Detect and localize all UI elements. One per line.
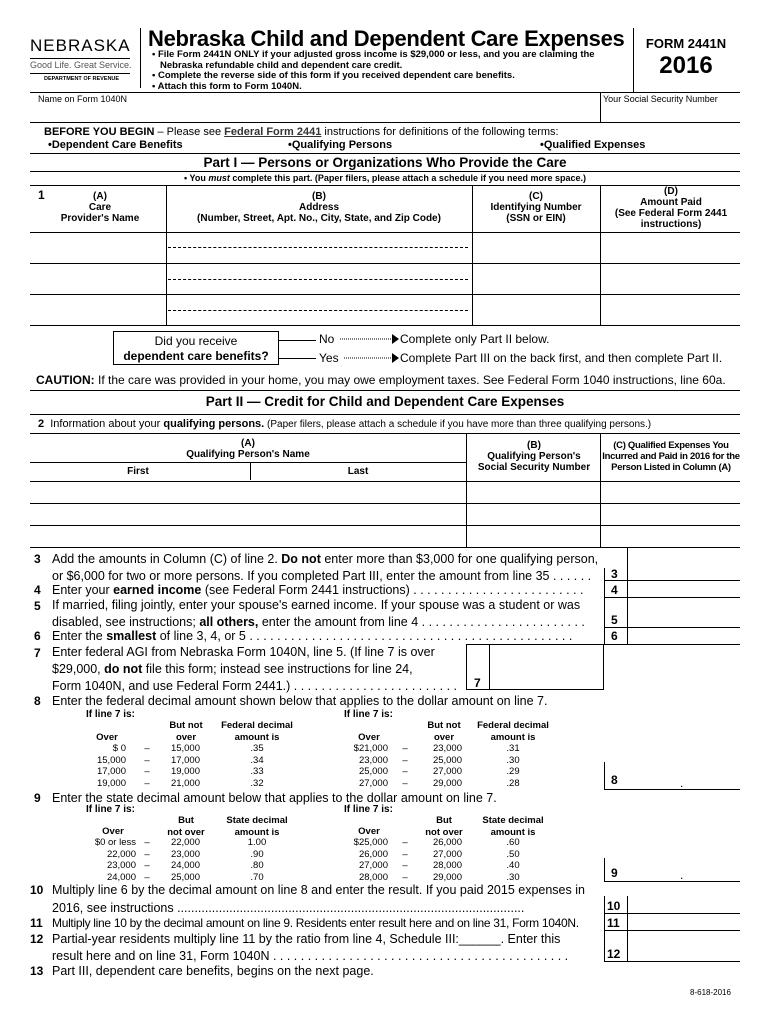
part2-last-header: Last [347, 466, 369, 477]
state-left-over-header: Over [102, 826, 124, 837]
fed-if-left: If line 7 is: [86, 709, 135, 720]
before-you-begin [44, 126, 559, 138]
line-10-box-label: 10 [607, 899, 621, 913]
part1-col-a-header: (A) Care Provider's Name [60, 191, 140, 224]
line-5-text: If married, filing jointly, enter your spouse's earned income. If your spouse was a student or was disabled, see instructions; all others, enter the amount from line 4 . . . . . . . . . . . . . . . . . . . . . . . . [52, 598, 585, 629]
before-lead: BEFORE YOU BEGIN [44, 126, 155, 138]
before-rest: instructions for definitions of the following terms: [321, 126, 559, 138]
part1-col-b-header: (B) Address (Number, Street, Apt. No., City, State, and Zip Code) [197, 191, 441, 224]
fed-right-over-col: $21,000 23,000 25,000 27,000 [353, 743, 388, 789]
logo-wordmark: NEBRASKA [30, 36, 131, 55]
line-8-text: Enter the federal decimal amount shown below that applies to the dollar amount on line 7. [52, 694, 548, 708]
benefits-question-line2: dependent care benefits? [123, 349, 269, 363]
state-right-over-header: Over [358, 826, 380, 837]
term-dependent-care: •Dependent Care Benefits [48, 139, 183, 151]
line-12-text: Partial-year residents multiply line 11 by the ratio from line 4, Schedule III:______. Enter this result here and on line 31, Form 1040N . . . . . . . . . . . . . . . . . . . . . . . . . . . . . . . . . . . . . . . . . . . [52, 932, 569, 963]
state-left-butnot-header: But not over [167, 815, 205, 838]
logo-tagline: Good Life. Great Service. [30, 60, 132, 70]
fed-left-dec-header: Federal decimal amount is [221, 720, 293, 743]
line-4-box-label: 4 [611, 583, 618, 597]
form-year: 2016 [659, 52, 713, 79]
line-8-number: 8 [34, 694, 41, 708]
state-right-butnot-col: 26,000 27,000 28,000 29,000 [432, 837, 462, 883]
fed-left-dash-col: – – – – [144, 743, 150, 789]
line-3-text: Add the amounts in Column (C) of line 2. Do not enter more than $3,000 for one qualifying person, or $6,000 for two or more persons. If you completed Part III, enter the amount from line 35 . . . . . . [52, 552, 599, 583]
line-6-text: Enter the smallest of line 3, 4, or 5 . . . . . . . . . . . . . . . . . . . . . . . . . . . . . . . . . . . . . . . . . . . . . . . [52, 629, 573, 643]
line-11-text: Multiply line 10 by the decimal amount on line 9. Residents enter result here and on line 31, Form 1040N. [52, 916, 579, 930]
form-title: Nebraska Child and Dependent Care Expenses [148, 26, 625, 51]
line-9-decimal-point: . [680, 868, 684, 882]
line-9-box-label: 9 [611, 866, 618, 880]
part2-col-a-header: (A) Qualifying Person's Name [186, 438, 310, 460]
line-7-number: 7 [34, 646, 41, 660]
line-9-number: 9 [34, 791, 41, 805]
part1-note: • You must complete this part. (Paper filers, please attach a schedule if you need more space.) [184, 173, 586, 183]
line-4-number: 4 [34, 583, 41, 597]
part2-title: Part II — Credit for Child and Dependent Care Expenses [205, 394, 565, 409]
term-qualifying-persons: •Qualifying Persons [288, 139, 393, 151]
part2-row-2[interactable] [30, 504, 740, 525]
fed-right-butnot-col: 23,000 25,000 27,000 29,000 [432, 743, 462, 789]
line-8-decimal-point: . [680, 776, 684, 790]
line-9-text: Enter the state decimal amount below that applies to the dollar amount on line 7. [52, 791, 497, 805]
line-1-number: 1 [38, 188, 45, 202]
line-4-text: Enter your earned income (see Federal Form 2441 instructions) . . . . . . . . . . . . . . . . . . . . . . . . . [52, 583, 584, 597]
state-right-dec-header: State decimal amount is [482, 815, 544, 838]
line-6-number: 6 [34, 629, 41, 643]
line-8-box-label: 8 [611, 773, 618, 787]
before-text: – Please see [154, 126, 225, 138]
line-7-box-label: 7 [474, 676, 481, 690]
line-4-amount[interactable] [628, 582, 740, 597]
state-left-butnot-col: 22,000 23,000 24,000 25,000 [170, 837, 200, 883]
ssn-label: Your Social Security Number [603, 94, 718, 104]
part2-col-b-header: (B) Qualifying Person's Social Security Number [477, 440, 591, 473]
state-left-dash-col: – – – – [144, 837, 150, 883]
form-code: 8-618-2016 [690, 988, 731, 997]
line-3-amount[interactable] [628, 567, 740, 580]
benefits-yes-result: Complete Part III on the back first, and then complete Part II. [400, 351, 723, 365]
bullet-agi: • File Form 2441N ONLY if your adjusted gross income is $29,000 or less, and you are claiming the [152, 49, 595, 60]
line-9-amount[interactable] [628, 859, 740, 881]
name-input[interactable] [36, 105, 596, 119]
part2-row-1[interactable] [30, 482, 740, 503]
bullet-agi-cont: Nebraska refundable child and dependent care credit. [160, 59, 403, 71]
part1-col-d-header: (D) Amount Paid (See Federal Form 2441 instructions) [614, 186, 728, 230]
part2-col-c-header: (C) Qualified Expenses You Incurred and Paid in 2016 for the Person Listed in Column (A) [602, 440, 740, 473]
part2-first-header: First [127, 466, 149, 477]
form-number: FORM 2441N [645, 36, 727, 51]
line-11-amount[interactable] [628, 914, 740, 930]
line-12-box-label: 12 [607, 947, 621, 961]
line-7-amount[interactable] [490, 645, 603, 689]
nebraska-logo [30, 36, 136, 96]
line-10-amount[interactable] [628, 897, 740, 913]
line-5-number: 5 [34, 599, 41, 613]
line-5-amount[interactable] [628, 598, 740, 627]
state-right-dash-col: – – – – [402, 837, 408, 883]
bullet-reverse: • Complete the reverse side of this form if you received dependent care benefits. [152, 70, 515, 81]
line-13-number: 13 [30, 964, 44, 978]
benefits-question-line1: Did you receive [154, 334, 238, 348]
benefits-no-result: Complete only Part II below. [400, 332, 550, 346]
line-6-amount[interactable] [628, 628, 740, 644]
line-3-box-label: 3 [611, 567, 618, 581]
fed-right-dash-col: – – – – [402, 743, 408, 789]
caution-text: CAUTION: If the care was provided in your home, you may owe employment taxes. See Federal Form 1040 instructions, line 60a. [36, 373, 726, 387]
line-5-box-label: 5 [611, 613, 618, 627]
benefits-no-option[interactable]: No [319, 332, 335, 346]
state-if-right: If line 7 is: [344, 804, 393, 815]
part1-row-3[interactable] [30, 295, 740, 325]
part1-col-c-header: (C) Identifying Number (SSN or EIN) [490, 191, 582, 224]
ssn-input[interactable] [603, 105, 739, 119]
line-6-box-label: 6 [611, 629, 618, 643]
line-12-amount[interactable] [628, 931, 740, 961]
line-8-amount[interactable] [628, 764, 740, 789]
part1-row-2[interactable] [30, 264, 740, 294]
term-qualified-expenses: •Qualified Expenses [540, 139, 646, 151]
line-11-number: 11 [30, 916, 43, 930]
state-right-butnot-header: But not over [425, 815, 463, 838]
state-left-dec-header: State decimal amount is [226, 815, 288, 838]
bullet-attach: • Attach this form to Form 1040N. [152, 80, 302, 92]
line-10-text: Multiply line 6 by the decimal amount on line 8 and enter the result. If you paid 2015 expenses in 2016, see instructions .................................................................................................... [52, 883, 585, 915]
line-13-text: Part III, dependent care benefits, begins on the next page. [52, 964, 374, 978]
line-10-number: 10 [30, 883, 44, 897]
fed-right-over-header: Over [358, 732, 380, 743]
federal-2441-link[interactable]: Federal Form 2441 [224, 126, 322, 138]
line-7-text: Enter federal AGI from Nebraska Form 1040N, line 5. (If line 7 is over $29,000, do not file this form; instead see instructions for line 24, Form 1040N, and use Federal Form 2441.) . . . . . . . . . . . . . . . . . . . . . . . . [52, 645, 458, 693]
part1-row-1[interactable] [30, 233, 740, 263]
state-if-left: If line 7 is: [86, 804, 135, 815]
logo-department: DEPARTMENT OF REVENUE [44, 76, 120, 82]
fed-right-butnot-header: But not over [427, 720, 461, 743]
name-label: Name on Form 1040N [38, 94, 128, 104]
line-2-text: 2 Information about your qualifying persons. (Paper filers, please attach a schedule if you have more than three qualifying persons.) [38, 418, 652, 430]
arrow-yes-icon [342, 352, 400, 364]
benefits-yes-option[interactable]: Yes [319, 351, 339, 365]
part1-title: Part I — Persons or Organizations Who Provide the Care [203, 155, 567, 170]
line-12-number: 12 [30, 932, 44, 946]
fed-left-over-col: $ 0 15,000 17,000 19,000 [96, 743, 126, 789]
benefits-question-box [113, 331, 279, 365]
fed-right-dec-header: Federal decimal amount is [477, 720, 549, 743]
fed-left-butnot-col: 15,000 17,000 19,000 21,000 [170, 743, 200, 789]
header-bullets [152, 50, 595, 92]
part2-row-3[interactable] [30, 526, 740, 547]
fed-left-butnot-header: But not over [169, 720, 203, 743]
fed-right-dec-col: .31 .30 .29 .28 [506, 743, 520, 789]
state-right-over-col: $25,000 26,000 27,000 28,000 [353, 837, 388, 883]
fed-left-over-header: Over [96, 732, 118, 743]
arrow-no-icon [338, 333, 400, 345]
line-3-number: 3 [34, 552, 41, 566]
fed-left-dec-col: .35 .34 .33 .32 [250, 743, 264, 789]
fed-if-right: If line 7 is: [344, 709, 393, 720]
state-right-dec-col: .60 .50 .40 .30 [506, 837, 520, 883]
state-left-dec-col: 1.00 .90 .80 .70 [247, 837, 267, 883]
line-11-box-label: 11 [607, 916, 620, 930]
state-left-over-col: $0 or less 22,000 23,000 24,000 [94, 837, 136, 883]
